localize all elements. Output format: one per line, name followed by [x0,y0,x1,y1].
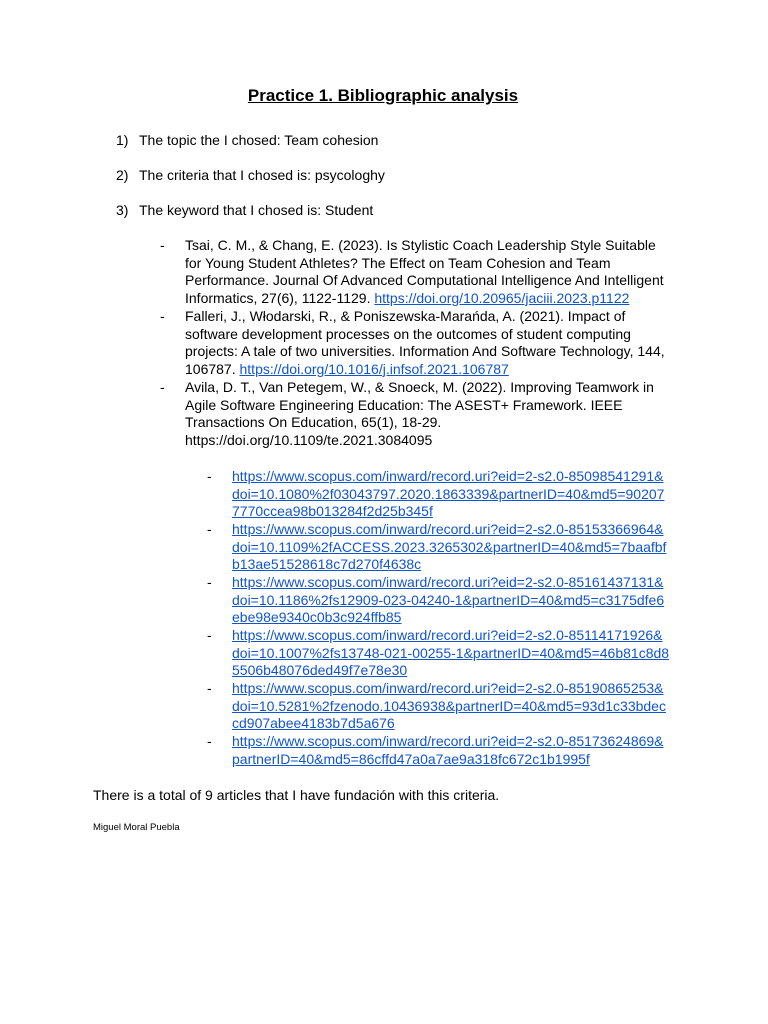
reference-line: Falleri, J., Włodarski, R., & Poniszewska-Marańda, A. (2021). Impact of [185,308,626,324]
reference-line: projects: A tale of two universities. Information And Software Technology, 144, [185,343,665,360]
link-line: https://www.scopus.com/inward/record.uri?eid=2-s2.0-85161437131& [232,574,664,590]
bullet-dash: - [207,521,212,537]
link-line: 7770ccea98b013284f2d25b345f [232,503,433,520]
reference-line: Agile Software Engineering Education: The ASEST+ Framework. IEEE [185,396,623,413]
link-line: https://www.scopus.com/inward/record.uri?eid=2-s2.0-85173624869& [232,733,664,749]
reference-line: Tsai, C. M., & Chang, E. (2023). Is Stylistic Coach Leadership Style Suitable [185,237,656,253]
bullet-dash: - [160,379,165,395]
bullet-dash: - [207,468,212,484]
bullet-dash: - [207,680,212,696]
link-line: partnerID=40&md5=86cffd47a0a7ae9a318fc672c1b1995f [232,750,590,767]
reference-line: https://doi.org/10.1109/te.2021.3084095 [185,431,433,448]
numbered-item-keyword [116,201,373,219]
page-title: Practice 1. Bibliographic analysis [247,86,519,105]
reference-item [160,308,680,378]
scopus-link-item [207,521,687,574]
reference-line: Informatics, 27(6), 1122-1129. [185,289,375,306]
bullet-dash: - [207,574,212,590]
item-number: 1) [116,132,129,148]
reference-line: Avila, D. T., Van Petegem, W., & Snoeck, M. (2022). Improving Teamwork in [185,379,654,395]
author-name: Miguel Moral Puebla [93,822,180,833]
item-number: 3) [116,202,129,218]
scopus-link-item [207,733,687,768]
item-text: The keyword that I chosed is: Student [139,202,374,218]
summary-text: There is a total of 9 articles that I have fundación with this criteria. [93,787,500,803]
link-line: doi=10.5281%2fzenodo.10436938&partnerID=40&md5=93d1c33bdec [232,697,666,714]
link-line: doi=10.1186%2fs12909-023-04240-1&partnerID=40&md5=c3175dfe6 [232,591,665,608]
link-line: doi=10.1109%2fACCESS.2023.3265302&partnerID=40&md5=7baafbf [232,538,667,555]
scopus-link[interactable] [232,574,687,627]
numbered-item-topic [116,131,378,149]
item-text: The criteria that I chosed is: psycologhy [139,167,385,183]
link-line: ebe98e9340c0b3c924ffb85 [232,609,402,626]
link-line: 5506b48076ded49f7e78e30 [232,662,408,679]
item-number: 2) [116,167,129,183]
item-text: The topic the I chosed: Team cohesion [139,132,379,148]
scopus-link-item [207,627,687,680]
scopus-link-item [207,468,687,521]
link-line: https://www.scopus.com/inward/record.uri?eid=2-s2.0-85153366964& [232,521,664,537]
scopus-link[interactable] [232,468,687,521]
reference-item [160,379,680,449]
bullet-dash: - [160,237,165,253]
link-line: https://www.scopus.com/inward/record.uri?eid=2-s2.0-85114171926& [232,627,663,643]
scopus-link-item [207,574,687,627]
bullet-dash: - [207,733,212,749]
scopus-link-item [207,680,687,733]
reference-line: software development processes on the outcomes of student computing [185,325,631,342]
link-line: doi=10.1007%2fs13748-021-00255-1&partnerID=40&md5=46b81c8d8 [232,644,670,661]
bullet-dash: - [160,308,165,324]
reference-item [160,237,680,307]
scopus-link[interactable] [232,521,687,574]
numbered-item-criteria [116,166,385,184]
link-line: cd907abee4183b7d5a676 [232,715,395,732]
scopus-link[interactable] [232,680,687,733]
doi-link[interactable]: https://doi.org/10.1016/j.infsof.2021.106787 [239,360,509,377]
reference-line: Performance. Journal Of Advanced Computational Intelligence And Intelligent [185,272,664,289]
scopus-link[interactable] [232,627,687,680]
reference-line: for Young Student Athletes? The Effect on Team Cohesion and Team [185,254,611,271]
link-line: b13ae51528618c7d270f4638c [232,556,422,573]
bullet-dash: - [207,627,212,643]
reference-line: Transactions On Education, 65(1), 18-29. [185,414,442,431]
link-line: https://www.scopus.com/inward/record.uri?eid=2-s2.0-85098541291& [232,468,664,484]
reference-line: 106787. [185,360,240,377]
doi-link[interactable]: https://doi.org/10.20965/jaciii.2023.p1122 [374,289,630,306]
link-line: doi=10.1080%2f03043797.2020.1863339&partnerID=40&md5=90207 [232,485,665,502]
scopus-link[interactable] [232,733,687,768]
link-line: https://www.scopus.com/inward/record.uri?eid=2-s2.0-85190865253& [232,680,664,696]
